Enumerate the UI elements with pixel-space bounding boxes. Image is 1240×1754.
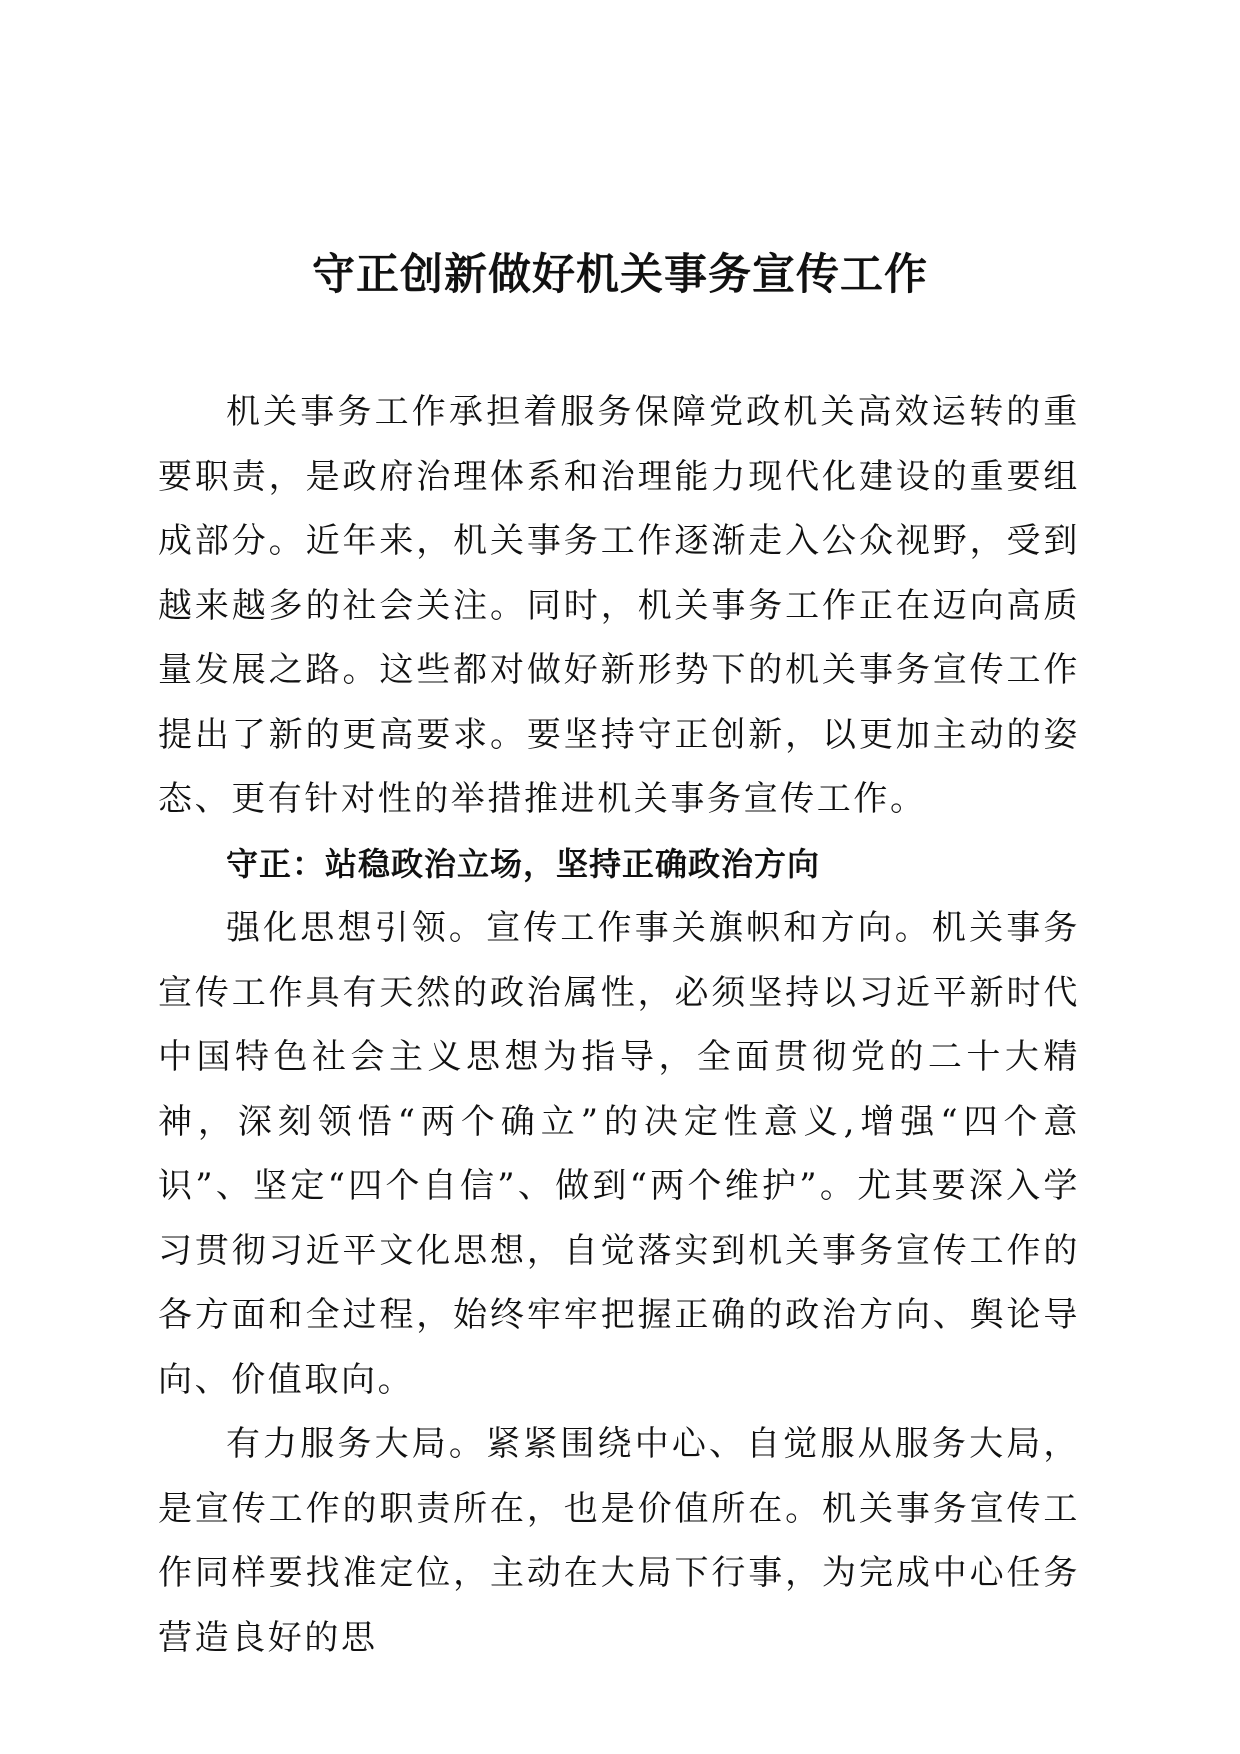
section-paragraph-2: 有力服务大局。紧紧围绕中心、自觉服从服务大局，是宣传工作的职责所在，也是价值所在。机关事务宣传工作同样要找准定位，主动在大局下行事，为完成中心任务营造良好的思 <box>158 1424 1080 1658</box>
section-paragraph-1: 强化思想引领。宣传工作事关旗帜和方向。机关事务宣传工作具有天然的政治属性，必须坚持以习近平新时代中国特色社会主义思想为指导，全面贯彻党的二十大精神，深刻领悟“两个确立”的决定性意义,增强“四个意识”、坚定“四个自信”、做到“两个维护”。尤其要深入学习贯彻习近平文化思想，自觉落实到机关事务宣传工作的各方面和全过程，始终牢牢把握正确的政治方向、舆论导向、价值取向。 <box>158 908 1080 1400</box>
document-body <box>158 380 1080 1670</box>
document-title: 守正创新做好机关事务宣传工作 <box>312 250 928 300</box>
section-heading: 守正：站稳政治立场，坚持正确政治方向 <box>226 844 821 883</box>
intro-paragraph: 机关事务工作承担着服务保障党政机关高效运转的重要职责，是政府治理体系和治理能力现代化建设的重要组成部分。近年来，机关事务工作逐渐走入公众视野，受到越来越多的社会关注。同时，机关事务工作正在迈向高质量发展之路。这些都对做好新形势下的机关事务宣传工作提出了新的更高要求。要坚持守正创新，以更加主动的姿态、更有针对性的举措推进机关事务宣传工作。 <box>158 392 1080 819</box>
